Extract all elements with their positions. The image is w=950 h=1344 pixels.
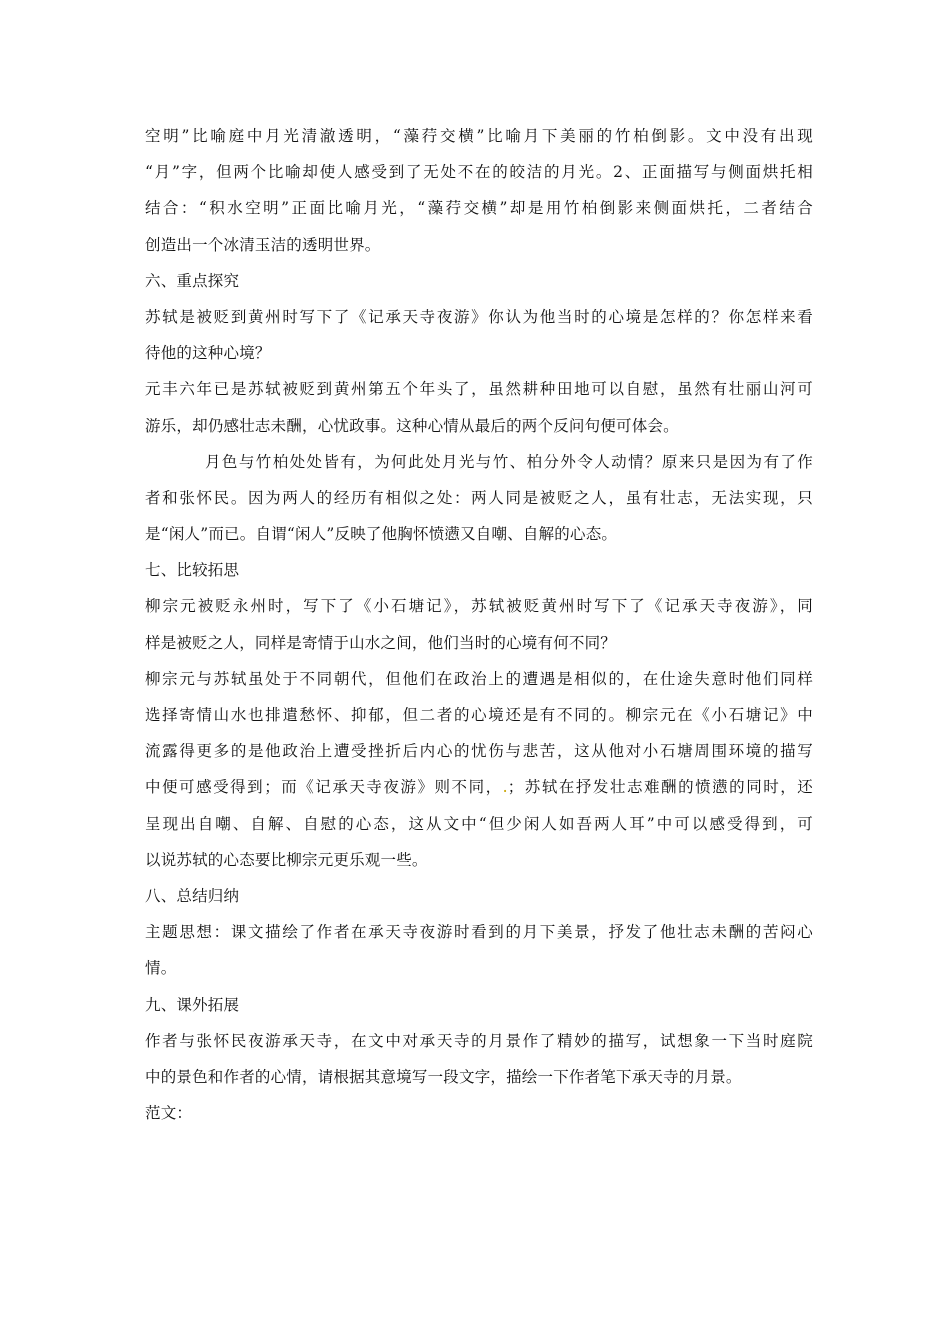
theme-line: 情。 [145,959,177,978]
dot-mark: . [502,778,508,797]
section-heading: 九、课外拓展 [145,995,240,1014]
task-line: 中的景色和作者的心情，请根据其意境写一段文字，描绘一下作者笔下承天寺的月景。 [145,1067,742,1086]
answer-line: 呈现出自嘲、自解、自慰的心态，这从文中“但少闲人如吾两人耳”中可以感受得到，可 [145,814,813,833]
answer-line: 流露得更多的是他政治上遭受挫折后内心的忧伤与悲苦，这从他对小石塘周围环境的描写 [145,742,813,761]
answer-line: 者和张怀民。因为两人的经历有相似之处：两人同是被贬之人，虽有壮志，无法实现，只 [145,488,813,507]
answer-line: 以说苏轼的心态要比柳宗元更乐观一些。 [145,850,428,869]
text-line: “月”字，但两个比喻却使人感受到了无处不在的皎洁的月光。2、正面描写与侧面烘托相 [145,163,813,182]
sample-label: 范文： [145,1104,193,1123]
answer-line: 柳宗元与苏轼虽处于不同朝代，但他们在政治上的遭遇是相似的，在仕途失意时他们同样 [145,669,813,688]
answer-line: 选择寄情山水也排遣愁怀、抑郁，但二者的心境还是有不同的。柳宗元在《小石塘记》中 [145,706,813,724]
text-line: 空明”比喻庭中月光清澈透明，“藻荇交横”比喻月下美丽的竹柏倒影。文中没有出现 [145,127,813,145]
text-line: 结合：“积水空明”正面比喻月光，“藻荇交横”却是用竹柏倒影来侧面烘托，二者结合 [145,199,813,218]
answer-line: 月色与竹柏处处皆有，为何此处月光与竹、柏分外令人动情？原来只是因为有了作 [205,452,813,471]
question-line: 样是被贬之人，同样是寄情于山水之间，他们当时的心境有何不同？ [145,633,617,652]
document-page [145,118,813,1131]
answer-line: 游乐，却仍感壮志未酬，心忧政事。这种心情从最后的两个反问句便可体会。 [145,416,679,435]
section-heading: 七、比较拓思 [145,561,240,580]
answer-line [145,769,813,805]
theme-line: 主题思想：课文描绘了作者在承天寺夜游时看到的月下美景，抒发了他壮志未酬的苦闷心 [145,923,813,942]
question-line: 柳宗元被贬永州时，写下了《小石塘记》，苏轼被贬黄州时写下了《记承天寺夜游》，同 [145,597,813,616]
question-line: 待他的这种心境？ [145,344,271,363]
answer-line-part: ；苏轼在抒发壮志难酬的愤懑的同时，还 [507,778,813,797]
answer-line-part: 中便可感受得到；而《记承天寺夜游》则不同， [145,778,503,797]
section-heading: 八、总结归纳 [145,886,240,905]
text-line: 创造出一个冰清玉洁的透明世界。 [145,235,381,254]
answer-line: 元丰六年已是苏轼被贬到黄州第五个年头了，虽然耕种田地可以自慰，虽然有壮丽山河可 [145,380,813,399]
section-heading: 六、重点探究 [145,271,240,290]
answer-line: 是“闲人”而已。自谓“闲人”反映了他胸怀愤懑又自嘲、自解的心态。 [145,525,618,544]
task-line: 作者与张怀民夜游承天寺，在文中对承天寺的月景作了精妙的描写，试想象一下当时庭院 [145,1031,813,1050]
question-line: 苏轼是被贬到黄州时写下了《记承天寺夜游》你认为他当时的心境是怎样的？你怎样来看 [145,307,813,326]
